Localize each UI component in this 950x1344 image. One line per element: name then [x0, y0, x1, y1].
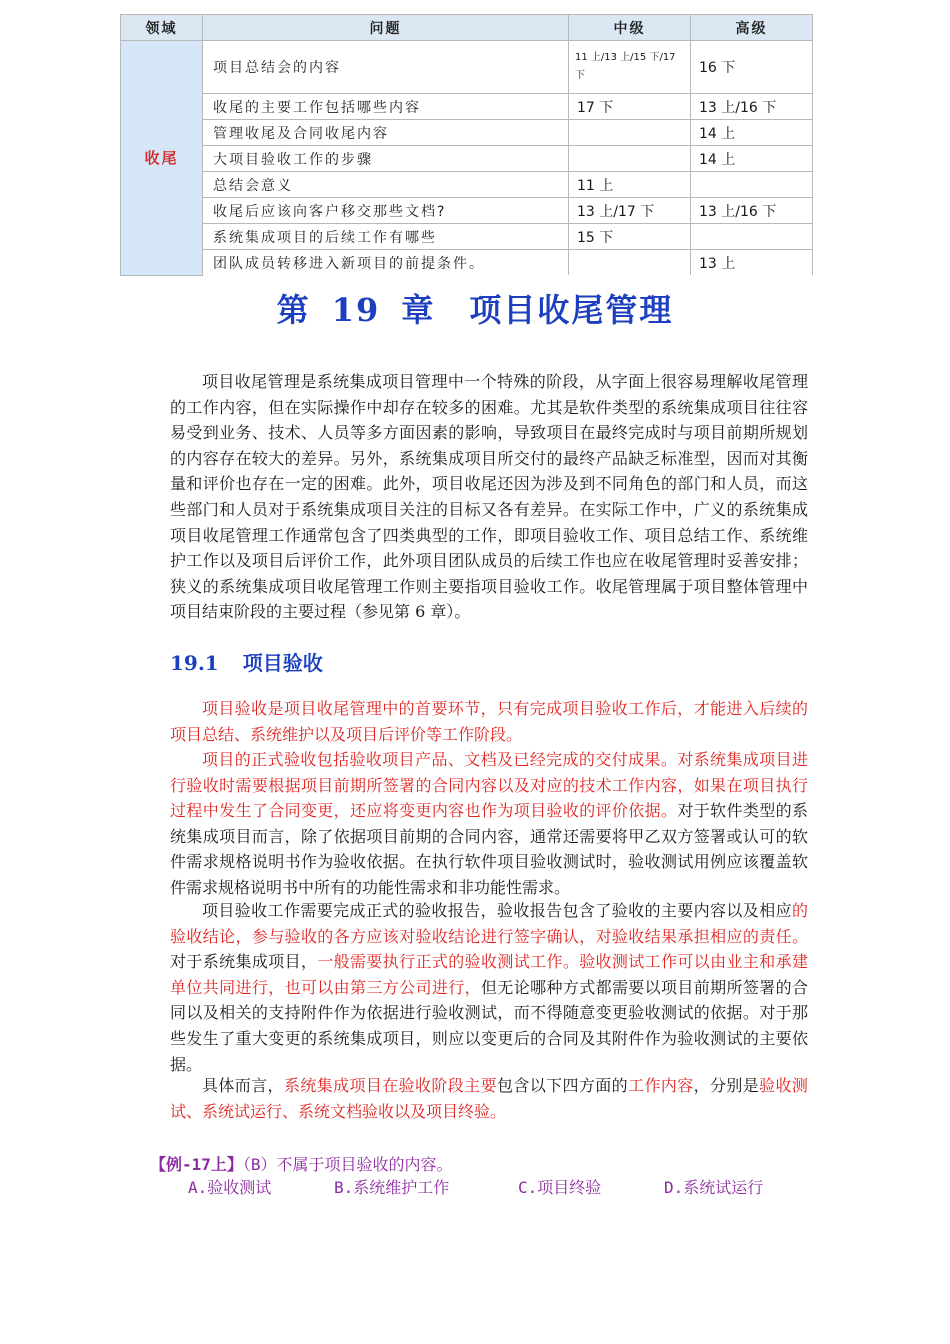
p4-part-e: ，分别是: [693, 1076, 760, 1095]
mid-cell: 13 上/17 下: [569, 198, 691, 224]
question-cell: 大项目验收工作的步骤: [203, 146, 569, 172]
p4-part-f: 验收测试、系统试运行、系统文档验收以及项目终验。: [170, 1076, 808, 1121]
chapter-title: 第 19 章 项目收尾管理: [276, 291, 674, 329]
senior-cell: 13 上/16 下: [691, 198, 813, 224]
question-cell: 收尾后应该向客户移交那些文档?: [203, 198, 569, 224]
mid-cell: [569, 146, 691, 172]
p3-part-d: 一般需要执行正式的验收测试工作。验收测试工作可以由业主和承建单位共同进行，也可以由第三方公司进行，: [170, 952, 808, 997]
example-question-text: （B）不属于项目验收的内容。: [242, 1155, 453, 1174]
question-cell: 收尾的主要工作包括哪些内容: [203, 94, 569, 120]
mid-cell: 11 上/13 上/15 下/17 下: [569, 41, 691, 94]
senior-cell: 14 上: [691, 120, 813, 146]
mid-cell: 17 下: [569, 94, 691, 120]
question-cell: 总结会意义: [203, 172, 569, 198]
table-row: [121, 120, 813, 146]
acceptance-paragraph-1: 项目验收是项目收尾管理中的首要环节，只有完成项目验收工作后，才能进入后续的项目总结、系统维护以及项目后评价等工作阶段。: [170, 699, 808, 744]
section-heading-text: 项目验收: [242, 651, 323, 675]
p4-part-c: 包含以下四方面的: [496, 1076, 629, 1095]
header-domain: 领域: [121, 15, 203, 41]
senior-cell: 13 上: [691, 250, 813, 276]
question-cell: 团队成员转移进入新项目的前提条件。: [203, 250, 569, 276]
senior-cell: 16 下: [691, 41, 813, 94]
table-row: [121, 198, 813, 224]
senior-cell: 13 上/16 下: [691, 94, 813, 120]
domain-cell: 收尾: [121, 41, 203, 276]
table-row: [121, 172, 813, 198]
section-title: [170, 647, 323, 676]
header-senior: 高级: [691, 15, 813, 41]
header-mid: 中级: [569, 15, 691, 41]
question-cell: 项目总结会的内容: [203, 41, 569, 94]
p2-body: 对于软件类型的系统集成项目而言，除了依据项目前期的合同内容，通常还需要将甲乙双方签署或认可的软件需求规格说明书作为验收依据。在执行软件项目验收测试时，验收测试用例应该覆盖软件需求规格说明书中所有的功能性需求和非功能性需求。: [170, 801, 808, 897]
intro-paragraph: 项目收尾管理是系统集成项目管理中一个特殊的阶段，从字面上很容易理解收尾管理的工作内容，但在实际操作中却存在较多的困难。尤其是软件类型的系统集成项目往往容易受到业务、技术、人员等多方面因素的影响，导致项目在最终完成时与项目前期所规划的内容存在较大的差异。另外，系统集成项目所交付的最终产品缺乏标准型，因而对其衡量和评价也存在一定的困难。此外，项目收尾还因为涉及到不同角色的部门和人员，而这些部门和人员对于系统集成项目关注的目标又各有差异。在实际工作中，广义的系统集成项目收尾管理工作通常包含了四类典型的工作，即项目验收工作、项目总结工作、系统维护工作以及项目后评价工作，此外项目团队成员的后续工作也应在收尾管理时妥善安排；狭义的系统集成项目收尾管理工作则主要指项目验收工作。收尾管理属于项目整体管理中项目结束阶段的主要过程（参见第 6 章）。: [170, 372, 808, 622]
acceptance-paragraph-3: [170, 898, 808, 1077]
question-cell: 管理收尾及合同收尾内容: [203, 120, 569, 146]
mid-cell: [569, 120, 691, 146]
option-c: C.项目终验: [518, 1178, 602, 1197]
senior-cell: [691, 224, 813, 250]
acceptance-paragraph-4: [170, 1073, 808, 1124]
acceptance-paragraph-2: [170, 747, 808, 901]
senior-cell: [691, 172, 813, 198]
table-row: [121, 94, 813, 120]
mid-cell: 15 下: [569, 224, 691, 250]
mid-cell: 11 上: [569, 172, 691, 198]
section-number: 19.1: [170, 651, 219, 675]
senior-cell: 14 上: [691, 146, 813, 172]
table-row: [121, 250, 813, 276]
table-row: [121, 41, 813, 94]
table-header-row: [121, 15, 813, 41]
table-row: [121, 224, 813, 250]
p4-part-b: 系统集成项目在验收阶段主要: [283, 1076, 497, 1095]
p3-part-c: 对于系统集成项目，: [170, 952, 318, 972]
p2-highlight: 项目的正式验收包括验收项目产品、文档及已经完成的交付成果。对系统集成项目进行验收时需要根据项目前期所签署的合同内容以及对应的技术工作内容，如果在项目执行过程中发生了合同变更，还应将变更内容也作为项目验收的评价依据。: [170, 750, 808, 821]
p4-part-d: 工作内容: [628, 1076, 694, 1095]
option-d: D.系统试运行: [664, 1178, 764, 1197]
example-question: [150, 1152, 453, 1175]
option-a: A.验收测试: [188, 1178, 272, 1197]
exam-topic-table: [120, 14, 813, 276]
p3-part-b: 的验收结论，参与验收的各方应该对验收结论进行签字确认，对验收结果承担相应的责任。: [170, 901, 808, 946]
example-tag: 【例-17上】: [150, 1155, 243, 1174]
p3-part-e: 但无论哪种方式都需要以项目前期所签署的合同以及相关的支持附件作为依据进行验收测试，而不得随意变更验收测试的依据。对于那些发生了重大变更的系统集成项目，则应以变更后的合同及其附件作为验收测试的主要依据。: [170, 977, 808, 1074]
mid-cell: [569, 250, 691, 276]
p4-part-a: 具体而言，: [202, 1076, 284, 1095]
p3-part-a: 项目验收工作需要完成正式的验收报告，验收报告包含了验收的主要内容以及相应: [202, 901, 792, 920]
table-row: [121, 146, 813, 172]
header-question: 问题: [203, 15, 569, 41]
option-b: B.系统维护工作: [334, 1178, 450, 1197]
question-cell: 系统集成项目的后续工作有哪些: [203, 224, 569, 250]
